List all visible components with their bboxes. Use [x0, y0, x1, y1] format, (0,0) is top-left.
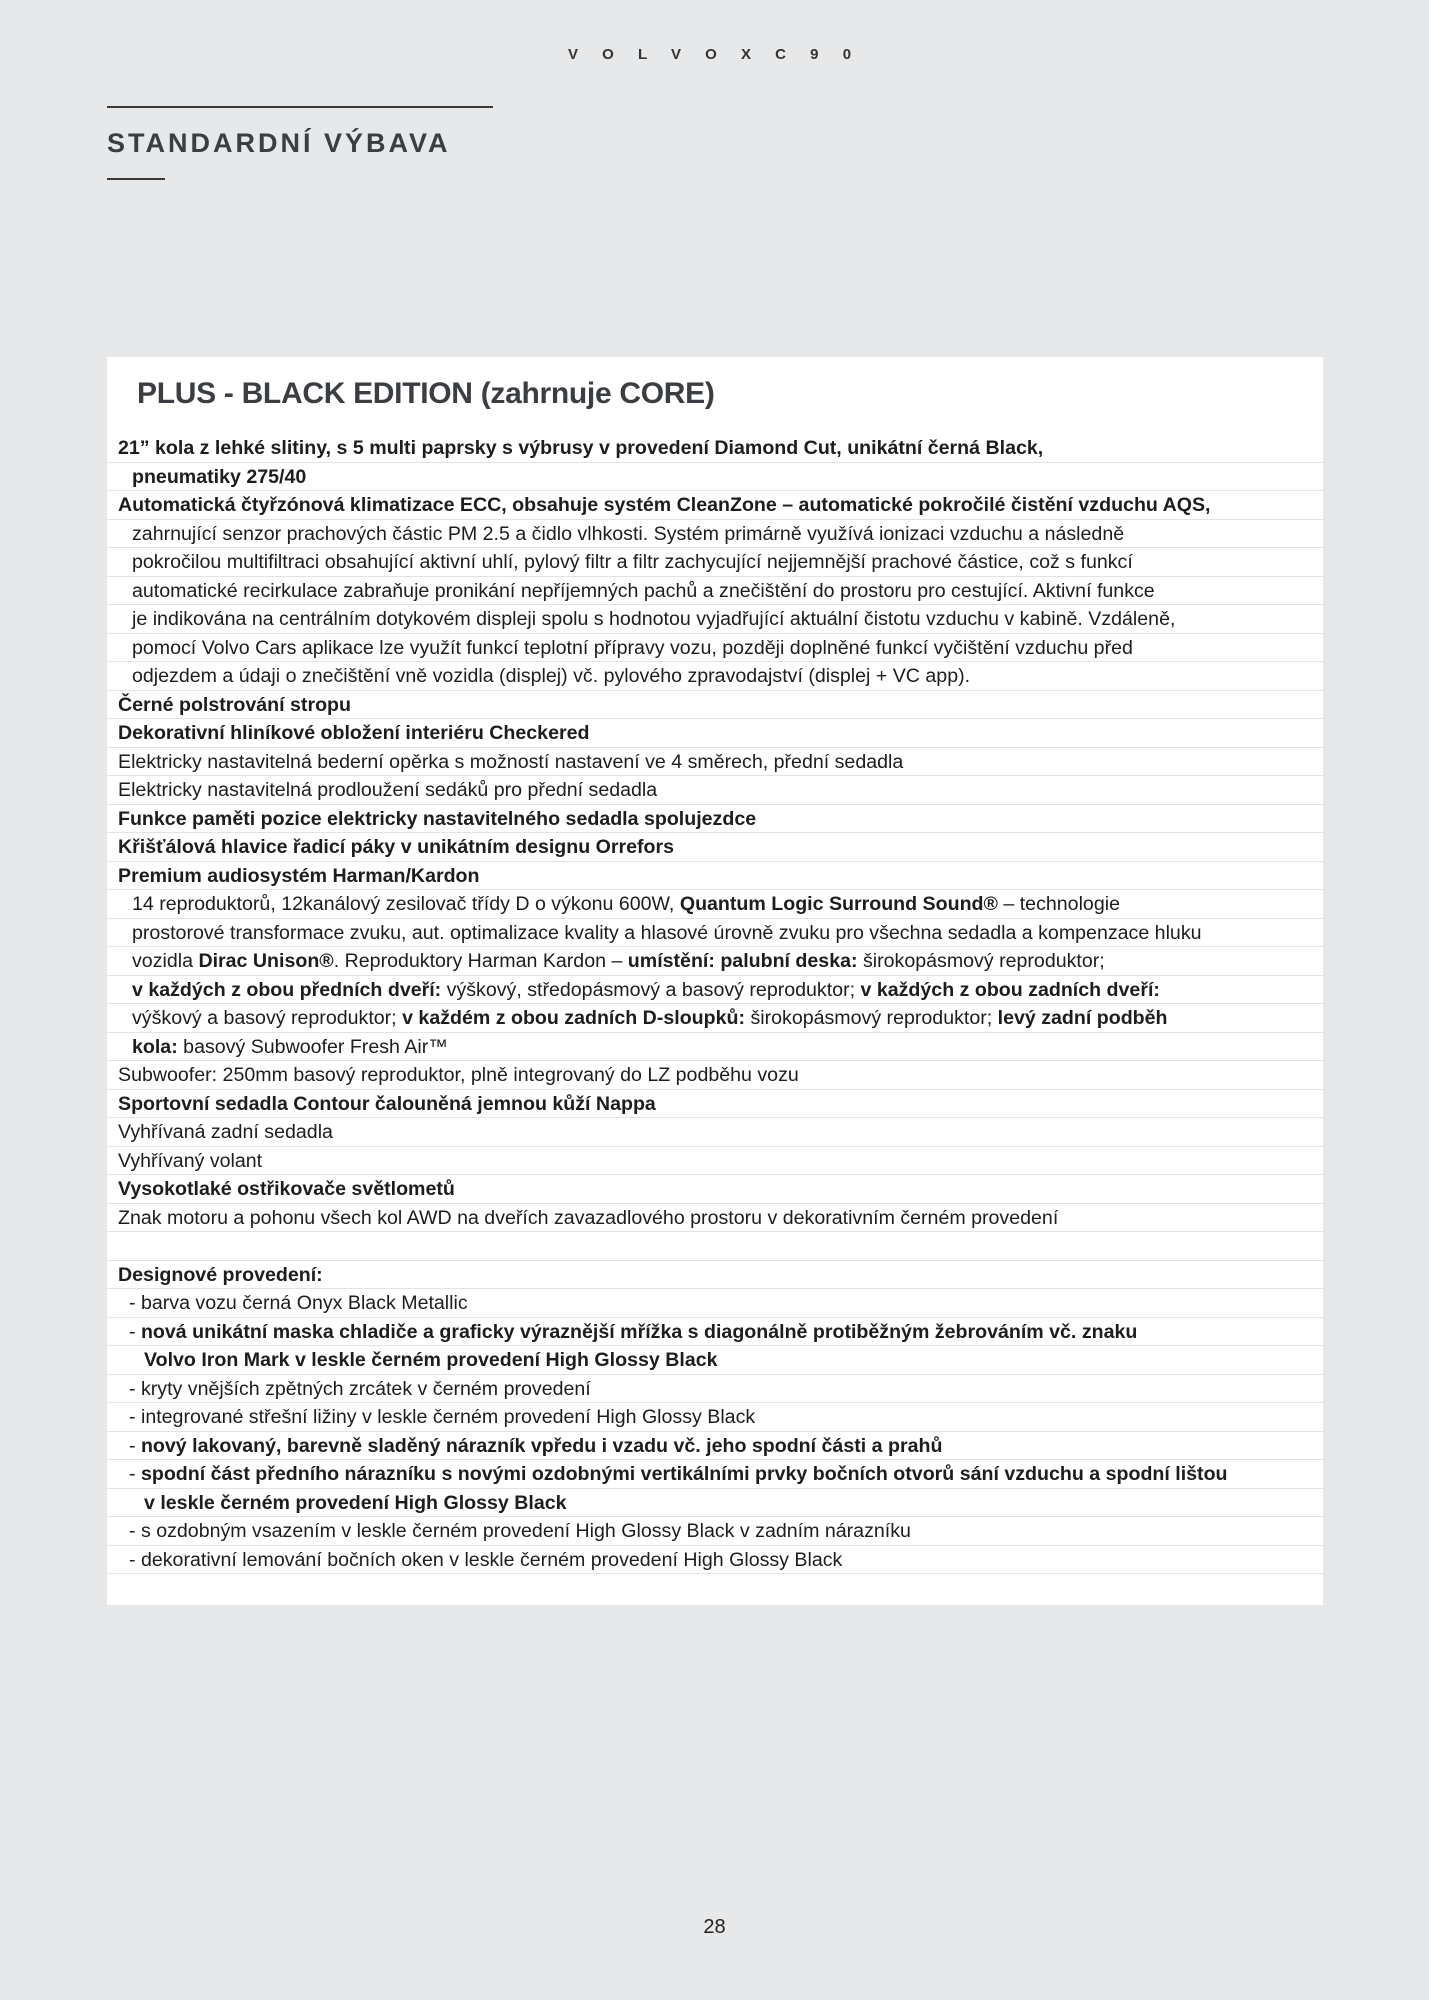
equipment-row — [107, 805, 1323, 834]
equipment-row — [107, 1489, 1323, 1518]
equipment-row — [107, 1175, 1323, 1204]
row-text: vozidla — [132, 950, 199, 972]
row-text: v každých z obou předních dveří: — [132, 978, 442, 1001]
row-text: Elektricky nastavitelná prodloužení sedáků pro přední sedadla — [118, 779, 658, 801]
equipment-row — [107, 919, 1323, 948]
row-text: je indikována na centrálním dotykovém displeji spolu s hodnotou vyjadřující aktuální čistotu vzduchu v kabině. Vzdáleně, — [132, 608, 1176, 630]
equipment-row — [107, 434, 1323, 463]
equipment-row — [107, 976, 1323, 1005]
equipment-row — [107, 719, 1323, 748]
equipment-row — [107, 1261, 1323, 1290]
equipment-row — [107, 1432, 1323, 1461]
row-text: širokopásmový reproduktor; — [857, 950, 1105, 972]
equipment-row — [107, 1403, 1323, 1432]
equipment-row — [107, 1033, 1323, 1062]
page-number: 28 — [703, 1916, 726, 1938]
row-text: Černé polstrování stropu — [118, 693, 351, 716]
row-text: . Reproduktory Harman Kardon – — [333, 950, 628, 972]
row-text: Dekorativní hliníkové obložení interiéru Checkered — [118, 722, 590, 744]
row-text: pokročilou multifiltraci obsahující aktivní uhlí, pylový filtr a filtr zachycující nejjemnější prachové částice, což s funkcí — [132, 551, 1133, 573]
equipment-card — [107, 357, 1323, 1605]
equipment-row — [107, 1375, 1323, 1404]
row-text: v každém z obou zadních D-sloupků: — [402, 1007, 745, 1029]
top-divider — [107, 106, 493, 108]
row-text: - kryty vnějších zpětných zrcátek v černém provedení — [129, 1377, 591, 1400]
row-text: - dekorativní lemování bočních oken v leskle černém provedení High Glossy Black — [129, 1548, 843, 1571]
equipment-row — [107, 833, 1323, 862]
section-title: STANDARDNÍ VÝBAVA — [107, 128, 451, 158]
row-text: v leskle černém provedení High Glossy Black — [144, 1491, 567, 1514]
row-text: pneumatiky 275/40 — [132, 465, 307, 488]
row-text: Dirac Unison® — [198, 950, 334, 972]
row-text: - — [129, 1434, 141, 1457]
row-text: - barva vozu černá Onyx Black Metallic — [129, 1292, 468, 1314]
row-text: Automatická čtyřzónová klimatizace ECC, obsahuje systém CleanZone – automatické pokročilé čistění vzduchu AQS, — [118, 494, 1211, 516]
row-text: Elektricky nastavitelná bederní opěrka s možností nastavení ve 4 směrech, přední sedadla — [118, 750, 904, 773]
equipment-row — [107, 662, 1323, 691]
equipment-row — [107, 634, 1323, 663]
edition-title: PLUS - BLACK EDITION (zahrnuje CORE) — [137, 377, 715, 410]
row-text: nový lakovaný, barevně sladěný nárazník vpředu i vzadu vč. jeho spodní části a prahů — [140, 1434, 943, 1457]
equipment-row — [107, 1118, 1323, 1147]
row-text: nová unikátní maska chladiče a graficky výraznější mřížka s diagonálně protiběžným žebrováním vč. znaku — [140, 1320, 1138, 1343]
equipment-row — [107, 890, 1323, 919]
row-text: kola: — [132, 1035, 178, 1058]
row-text: Vysokotlaké ostřikovače světlometů — [118, 1178, 455, 1200]
row-text: prostorové transformace zvuku, aut. optimalizace kvality a hlasové úrovně zvuku pro všechna sedadla a kompenzace hluku — [132, 921, 1202, 944]
equipment-row — [107, 1289, 1323, 1318]
equipment-row — [107, 1147, 1323, 1176]
row-text: Subwoofer: 250mm basový reproduktor, plně integrovaný do LZ podběhu vozu — [118, 1064, 799, 1086]
equipment-row — [107, 1460, 1323, 1489]
row-text: - s ozdobným vsazením v leskle černém provedení High Glossy Black v zadním nárazníku — [129, 1520, 911, 1542]
row-text: výškový, středopásmový a basový reproduktor; — [441, 978, 861, 1001]
equipment-row — [107, 1204, 1323, 1233]
row-text: Designové provedení: — [118, 1263, 323, 1286]
row-text: odjezdem a údaji o znečištění vně vozidla (displej) vč. pylového zpravodajství (displej + VC app). — [132, 665, 971, 687]
title-underline — [107, 178, 165, 180]
row-text: Vyhřívaná zadní sedadla — [118, 1121, 333, 1143]
row-text: 21” kola z lehké slitiny, s 5 multi paprsky s výbrusy v provedení Diamond Cut, unikátní černá Black, — [118, 437, 1044, 459]
equipment-row — [107, 1546, 1323, 1575]
row-text: širokopásmový reproduktor; — [745, 1007, 998, 1029]
equipment-row — [107, 577, 1323, 606]
equipment-row — [107, 1318, 1323, 1347]
equipment-row — [107, 748, 1323, 777]
row-text: levý zadní podběh — [997, 1007, 1168, 1029]
equipment-row — [107, 463, 1323, 492]
equipment-row — [107, 1517, 1323, 1546]
equipment-row — [107, 776, 1323, 805]
row-text: automatické recirkulace zabraňuje pronikání nepříjemných pachů a znečištění do prostoru pro cestující. Aktivní funkce — [132, 579, 1155, 602]
equipment-row — [107, 520, 1323, 549]
equipment-row — [107, 605, 1323, 634]
equipment-row — [107, 947, 1323, 976]
row-text: zahrnující senzor prachových částic PM 2.5 a čidlo vlhkosti. Systém primárně využívá ionizaci vzduchu a následně — [132, 522, 1125, 545]
row-text: – technologie — [997, 893, 1120, 915]
row-text: Sportovní sedadla Contour čalouněná jemnou kůží Nappa — [118, 1092, 656, 1115]
row-text: spodní část předního nárazníku s novými ozdobnými vertikálními prvky bočních otvorů sání vzduchu a spodní lištou — [140, 1463, 1228, 1485]
equipment-row — [107, 1346, 1323, 1375]
equipment-row — [107, 862, 1323, 891]
row-text: pomocí Volvo Cars aplikace lze využít funkcí teplotní přípravy vozu, později doplněné funkcí vyčištění vzduchu před — [132, 636, 1133, 659]
row-text: Funkce paměti pozice elektricky nastavitelného sedadla spolujezdce — [118, 807, 757, 830]
equipment-row — [107, 1090, 1323, 1119]
row-text: umístění: palubní deska: — [627, 950, 858, 972]
row-text: basový Subwoofer Fresh Air™ — [177, 1035, 448, 1058]
row-text: Znak motoru a pohonu všech kol AWD na dveřích zavazadlového prostoru v dekorativním černém provedení — [118, 1206, 1059, 1229]
equipment-row — [107, 691, 1323, 720]
row-text: 14 reproduktorů, 12kanálový zesilovač třídy D o výkonu 600W, — [132, 893, 680, 915]
row-text: v každých z obou zadních dveří: — [860, 978, 1160, 1001]
spacer-row — [107, 1232, 1323, 1261]
row-text: výškový a basový reproduktor; — [132, 1007, 403, 1029]
row-text: - integrované střešní ližiny v leskle černém provedení High Glossy Black — [129, 1406, 756, 1428]
equipment-list — [107, 434, 1323, 1574]
equipment-row — [107, 491, 1323, 520]
equipment-row — [107, 1061, 1323, 1090]
row-text: Volvo Iron Mark v leskle černém provedení High Glossy Black — [144, 1349, 718, 1371]
row-text: Křišťálová hlavice řadicí páky v unikátním designu Orrefors — [118, 836, 675, 858]
row-text: Premium audiosystém Harman/Kardon — [118, 864, 480, 887]
row-text: Quantum Logic Surround Sound® — [679, 893, 998, 915]
row-text: - — [129, 1320, 141, 1343]
equipment-row — [107, 1004, 1323, 1033]
row-text: Vyhřívaný volant — [118, 1149, 263, 1172]
row-text: - — [129, 1463, 141, 1485]
brand-wordmark: V O L V O X C 9 0 — [567, 46, 862, 63]
equipment-row — [107, 548, 1323, 577]
